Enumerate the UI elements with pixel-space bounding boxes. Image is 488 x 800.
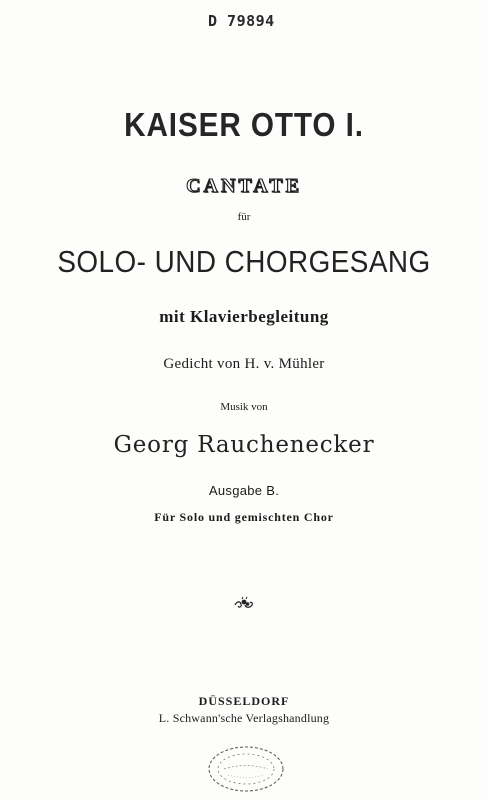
shelfmark: D 79894 [208,12,275,30]
scoring-line: SOLO- UND CHORGESANG [57,244,431,279]
floral-ornament-icon [234,596,254,610]
poem-credit: Gedicht von H. v. Mühler [163,356,325,372]
work-title: KAISER OTTO I. [124,106,364,143]
genre-label: CANTATE [186,175,302,197]
accompaniment-line: mit Klavierbegleitung [159,307,329,326]
imprint-city: DÜSSELDORF [198,694,290,708]
for-word: für [237,211,251,223]
edition-note: Für Solo und gemischten Chor [154,510,334,524]
edition-label: Ausgabe B. [208,483,280,498]
music-by-label: Musik von [220,401,268,413]
imprint-publisher: L. Schwann'sche Verlagshandlung [158,711,330,725]
library-stamp-icon [204,742,288,796]
composer-name: Georg Rauchenecker [113,432,375,458]
